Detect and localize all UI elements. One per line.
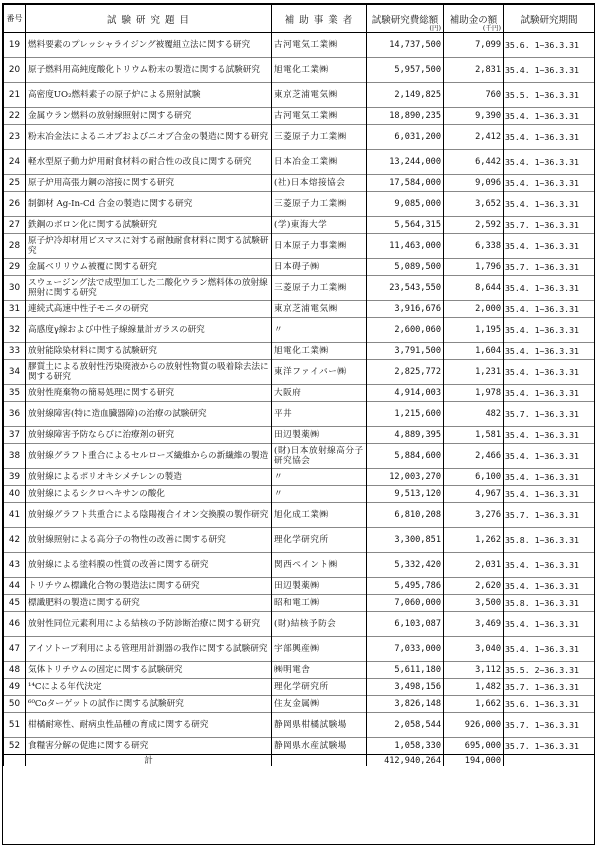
row-number: 21 xyxy=(4,83,26,108)
table-row xyxy=(4,553,595,578)
table-row xyxy=(4,444,595,469)
row-organization: 昭和電工㈱ xyxy=(272,595,367,612)
row-number: 42 xyxy=(4,528,26,553)
row-period: 35.4. 1~36.3.31 xyxy=(504,318,595,343)
row-title: 放射線グラフト重合によるセルローズ繊維からの新繊維の製造 xyxy=(26,444,272,469)
row-subsidy: 3,500 xyxy=(444,595,504,612)
row-title: 原子炉冷却材用ビスマスに対する耐蝕耐食材料に関する試験研究 xyxy=(26,234,272,259)
total-label: 計 xyxy=(26,755,272,767)
row-organization: 東京芝浦電気㈱ xyxy=(272,83,367,108)
row-title: 燃料要素のプレッシャライジング被覆組立法に関する研究 xyxy=(26,33,272,58)
row-period: 35.7. 1~36.3.31 xyxy=(504,217,595,234)
row-total-cost: 5,564,315 xyxy=(367,217,444,234)
row-title: 柑橘耐寒性、耐病虫性品種の育成に関する研究 xyxy=(26,713,272,738)
row-number: 23 xyxy=(4,125,26,150)
row-period: 35.4. 1~36.3.31 xyxy=(504,578,595,595)
row-total-cost: 11,463,000 xyxy=(367,234,444,259)
total-row xyxy=(4,755,595,767)
row-organization: 平井 xyxy=(272,402,367,427)
row-period: 35.4. 1~36.3.31 xyxy=(504,150,595,175)
table-row xyxy=(4,276,595,301)
row-number: 27 xyxy=(4,217,26,234)
row-number: 43 xyxy=(4,553,26,578)
total-cost: 412,940,264 xyxy=(367,755,444,767)
row-organization: 古河電気工業㈱ xyxy=(272,108,367,125)
table-row xyxy=(4,402,595,427)
row-total-cost: 5,957,500 xyxy=(367,58,444,83)
table-row xyxy=(4,469,595,486)
row-period: 35.4. 1~36.3.31 xyxy=(504,276,595,301)
row-title: 放射線照射による高分子の物性の改善に関する研究 xyxy=(26,528,272,553)
row-period: 35.4. 1~36.3.31 xyxy=(504,234,595,259)
row-total-cost: 9,513,120 xyxy=(367,486,444,503)
table-row xyxy=(4,662,595,679)
row-subsidy: 4,967 xyxy=(444,486,504,503)
table-row xyxy=(4,427,595,444)
row-total-cost: 3,498,156 xyxy=(367,679,444,696)
row-organization: 理化学研究所 xyxy=(272,528,367,553)
row-subsidy: 2,592 xyxy=(444,217,504,234)
row-title: 食糧害分解の促進に関する研究 xyxy=(26,738,272,755)
row-subsidy: 1,796 xyxy=(444,259,504,276)
row-total-cost: 18,890,235 xyxy=(367,108,444,125)
table-row xyxy=(4,486,595,503)
header-title: 試 験 研 究 題 目 xyxy=(26,5,272,33)
row-title: 放射性廃棄物の簡易処理に関する研究 xyxy=(26,385,272,402)
row-period: 35.6. 1~36.3.31 xyxy=(504,696,595,713)
row-total-cost: 6,810,208 xyxy=(367,503,444,528)
row-organization: 旭電化工業㈱ xyxy=(272,58,367,83)
row-number: 44 xyxy=(4,578,26,595)
table-row xyxy=(4,360,595,385)
row-subsidy: 2,620 xyxy=(444,578,504,595)
header-cost xyxy=(367,5,444,33)
row-organization: 理化学研究所 xyxy=(272,679,367,696)
row-organization: 静岡県水産試験場 xyxy=(272,738,367,755)
row-total-cost: 3,826,148 xyxy=(367,696,444,713)
row-total-cost: 1,058,330 xyxy=(367,738,444,755)
row-number: 39 xyxy=(4,469,26,486)
row-number: 29 xyxy=(4,259,26,276)
row-title: 気体トリチウムの固定に関する試験研究 xyxy=(26,662,272,679)
row-period: 35.4. 1~36.3.31 xyxy=(504,427,595,444)
row-number: 48 xyxy=(4,662,26,679)
header-org: 補 助 事 業 者 xyxy=(272,5,367,33)
row-number: 50 xyxy=(4,696,26,713)
row-organization: ㈱明電舎 xyxy=(272,662,367,679)
row-title: 軽水型原子動力炉用耐食材料の耐合性の改良に関する研究 xyxy=(26,150,272,175)
row-subsidy: 3,040 xyxy=(444,637,504,662)
row-title: 粉末冶金法によるニオブおよびニオブ合金の製造に関する研究 xyxy=(26,125,272,150)
row-organization: (財)日本放射線高分子研究協会 xyxy=(272,444,367,469)
table-body xyxy=(4,33,595,755)
table-row xyxy=(4,679,595,696)
research-table xyxy=(3,4,595,766)
row-subsidy: 926,000 xyxy=(444,713,504,738)
table-row xyxy=(4,192,595,217)
row-number: 37 xyxy=(4,427,26,444)
table-header xyxy=(4,5,595,33)
table-row xyxy=(4,150,595,175)
row-total-cost: 7,033,000 xyxy=(367,637,444,662)
row-period: 35.5. 2~36.3.31 xyxy=(504,662,595,679)
table-row xyxy=(4,217,595,234)
row-organization: 三菱原子力工業㈱ xyxy=(272,125,367,150)
row-total-cost: 5,495,786 xyxy=(367,578,444,595)
row-total-cost: 5,884,600 xyxy=(367,444,444,469)
table-row xyxy=(4,503,595,528)
row-total-cost: 13,244,000 xyxy=(367,150,444,175)
table-row xyxy=(4,175,595,192)
row-title: 放射線障害予防ならびに治療剤の研究 xyxy=(26,427,272,444)
row-organization: 日本碍子㈱ xyxy=(272,259,367,276)
row-number: 49 xyxy=(4,679,26,696)
row-total-cost: 1,215,600 xyxy=(367,402,444,427)
row-subsidy: 482 xyxy=(444,402,504,427)
row-period: 35.7. 1~36.3.31 xyxy=(504,713,595,738)
table-row xyxy=(4,108,595,125)
row-period: 35.4. 1~36.3.31 xyxy=(504,444,595,469)
row-total-cost: 23,543,550 xyxy=(367,276,444,301)
row-subsidy: 3,276 xyxy=(444,503,504,528)
row-title: 放射線による塗料膜の性質の改善に関する研究 xyxy=(26,553,272,578)
row-title: 放射線によるポリオキシメチレンの製造 xyxy=(26,469,272,486)
row-organization: 〃 xyxy=(272,318,367,343)
table-row xyxy=(4,612,595,637)
row-total-cost: 14,737,500 xyxy=(367,33,444,58)
row-number: 32 xyxy=(4,318,26,343)
row-title: 標識肥料の製造に関する研究 xyxy=(26,595,272,612)
row-period: 35.7. 1~36.3.31 xyxy=(504,402,595,427)
table-row xyxy=(4,738,595,755)
research-table-sheet xyxy=(2,3,595,845)
row-subsidy: 1,978 xyxy=(444,385,504,402)
row-title: スウェージング法で成型加工した二酸化ウラン燃料体の放射線照射に関する研究 xyxy=(26,276,272,301)
row-organization: 田辺製薬㈱ xyxy=(272,427,367,444)
row-subsidy: 2,466 xyxy=(444,444,504,469)
row-organization: 住友金属㈱ xyxy=(272,696,367,713)
row-total-cost: 4,914,003 xyxy=(367,385,444,402)
row-period: 35.7. 1~36.3.31 xyxy=(504,259,595,276)
row-number: 31 xyxy=(4,301,26,318)
row-total-cost: 3,300,851 xyxy=(367,528,444,553)
row-number: 47 xyxy=(4,637,26,662)
row-organization: 大阪府 xyxy=(272,385,367,402)
row-subsidy: 2,000 xyxy=(444,301,504,318)
row-period: 35.4. 1~36.3.31 xyxy=(504,192,595,217)
row-number: 22 xyxy=(4,108,26,125)
row-total-cost: 2,149,825 xyxy=(367,83,444,108)
row-period: 35.4. 1~36.3.31 xyxy=(504,125,595,150)
row-organization: (財)結核予防会 xyxy=(272,612,367,637)
table-row xyxy=(4,343,595,360)
row-title: 原子炉用高張力鋼の溶接に関する研究 xyxy=(26,175,272,192)
row-period: 35.4. 1~36.3.31 xyxy=(504,486,595,503)
table-row xyxy=(4,318,595,343)
row-period: 35.4. 1~36.3.31 xyxy=(504,175,595,192)
row-title: 放射線障害(特に造血臓器障)の治療の試験研究 xyxy=(26,402,272,427)
row-organization: 旭化成工業㈱ xyxy=(272,503,367,528)
row-subsidy: 3,469 xyxy=(444,612,504,637)
row-number: 52 xyxy=(4,738,26,755)
row-subsidy: 6,338 xyxy=(444,234,504,259)
row-title: 放射能除染材料に関する試験研究 xyxy=(26,343,272,360)
row-period: 35.7. 1~36.3.31 xyxy=(504,503,595,528)
row-subsidy: 9,096 xyxy=(444,175,504,192)
table-row xyxy=(4,125,595,150)
row-title: 連続式高速中性子モニタの研究 xyxy=(26,301,272,318)
row-title: 金属ウラン燃料の放射線照射に関する研究 xyxy=(26,108,272,125)
row-period: 35.7. 1~36.3.31 xyxy=(504,738,595,755)
row-title: 放射線によるシクロヘキサンの酸化 xyxy=(26,486,272,503)
table-row xyxy=(4,83,595,108)
row-number: 41 xyxy=(4,503,26,528)
row-period: 35.8. 1~36.3.31 xyxy=(504,528,595,553)
row-total-cost: 3,916,676 xyxy=(367,301,444,318)
row-period: 35.4. 1~36.3.31 xyxy=(504,553,595,578)
row-subsidy: 1,604 xyxy=(444,343,504,360)
row-organization: 日本冶金工業㈱ xyxy=(272,150,367,175)
row-title: 金属ベリリウム被覆に関する研究 xyxy=(26,259,272,276)
row-period: 35.4. 1~36.3.31 xyxy=(504,385,595,402)
row-subsidy: 9,390 xyxy=(444,108,504,125)
table-row xyxy=(4,713,595,738)
row-total-cost: 17,584,000 xyxy=(367,175,444,192)
row-number: 19 xyxy=(4,33,26,58)
row-organization: 宇部興産㈱ xyxy=(272,637,367,662)
header-cost-unit: (円) xyxy=(429,24,441,32)
row-title: トリチウム標識化合物の製造法に関する研究 xyxy=(26,578,272,595)
row-title: 鉄鋼のボロン化に関する試験研究 xyxy=(26,217,272,234)
row-subsidy: 6,100 xyxy=(444,469,504,486)
row-total-cost: 7,060,000 xyxy=(367,595,444,612)
row-organization: 〃 xyxy=(272,486,367,503)
table-row xyxy=(4,58,595,83)
row-title: ⁶⁰Coターゲットの試作に関する試験研究 xyxy=(26,696,272,713)
row-number: 38 xyxy=(4,444,26,469)
table-row xyxy=(4,301,595,318)
row-title: 高感度γ線および中性子線線量計ガラスの研究 xyxy=(26,318,272,343)
table-row xyxy=(4,696,595,713)
row-period: 35.4. 1~36.3.31 xyxy=(504,469,595,486)
row-period: 35.4. 1~36.3.31 xyxy=(504,58,595,83)
row-title: 原子燃料用高純度酸化トリウム粉末の製造に関する試験研究 xyxy=(26,58,272,83)
row-period: 35.4. 1~36.3.31 xyxy=(504,108,595,125)
row-period: 35.4. 1~36.3.31 xyxy=(504,301,595,318)
row-organization: 田辺製薬㈱ xyxy=(272,578,367,595)
table-row xyxy=(4,385,595,402)
row-total-cost: 12,003,270 xyxy=(367,469,444,486)
row-title: アイソトープ利用による管理用計測器の我作に関する試験研究 xyxy=(26,637,272,662)
row-number: 51 xyxy=(4,713,26,738)
row-total-cost: 2,058,544 xyxy=(367,713,444,738)
table-row xyxy=(4,578,595,595)
total-aid: 194,000 xyxy=(444,755,504,767)
row-total-cost: 3,791,500 xyxy=(367,343,444,360)
row-total-cost: 5,611,180 xyxy=(367,662,444,679)
table-row xyxy=(4,234,595,259)
row-total-cost: 2,600,060 xyxy=(367,318,444,343)
row-period: 35.4. 1~36.3.31 xyxy=(504,612,595,637)
row-subsidy: 2,031 xyxy=(444,553,504,578)
row-subsidy: 1,231 xyxy=(444,360,504,385)
row-number: 25 xyxy=(4,175,26,192)
row-subsidy: 1,195 xyxy=(444,318,504,343)
row-title: 放射線グラフト共重合による陰陽複合イオン交換膜の製作研究 xyxy=(26,503,272,528)
header-cost-label: 試験研究費総額 xyxy=(371,14,439,26)
row-number: 33 xyxy=(4,343,26,360)
row-organization: 〃 xyxy=(272,469,367,486)
row-number: 24 xyxy=(4,150,26,175)
row-number: 35 xyxy=(4,385,26,402)
row-total-cost: 6,103,087 xyxy=(367,612,444,637)
table-row xyxy=(4,637,595,662)
row-title: ¹⁴Cによる年代決定 xyxy=(26,679,272,696)
row-subsidy: 2,831 xyxy=(444,58,504,83)
row-number: 45 xyxy=(4,595,26,612)
row-title: 高密度UO₂燃料素子の原子炉による照射試験 xyxy=(26,83,272,108)
row-organization: (社)日本熔接協会 xyxy=(272,175,367,192)
row-total-cost: 5,332,420 xyxy=(367,553,444,578)
row-number: 30 xyxy=(4,276,26,301)
row-organization: 三菱原子力工業㈱ xyxy=(272,192,367,217)
row-period: 35.8. 1~36.3.31 xyxy=(504,595,595,612)
row-subsidy: 695,000 xyxy=(444,738,504,755)
row-organization: 日本原子力事業㈱ xyxy=(272,234,367,259)
table-row xyxy=(4,33,595,58)
row-total-cost: 5,089,500 xyxy=(367,259,444,276)
table-footer xyxy=(4,755,595,767)
row-organization: 東洋ファイバー㈱ xyxy=(272,360,367,385)
row-subsidy: 3,112 xyxy=(444,662,504,679)
row-total-cost: 9,085,000 xyxy=(367,192,444,217)
table-row xyxy=(4,259,595,276)
header-period: 試験研究期間 xyxy=(504,5,595,33)
row-organization: (学)東海大学 xyxy=(272,217,367,234)
row-total-cost: 2,825,772 xyxy=(367,360,444,385)
row-title: 制御材 Ag-In-Cd 合金の製造に関する研究 xyxy=(26,192,272,217)
row-title: 膠質土による放射性汚染廃液からの放射性物質の吸着除去法に関する研究 xyxy=(26,360,272,385)
row-subsidy: 1,262 xyxy=(444,528,504,553)
row-organization: 静岡県柑橘試験場 xyxy=(272,713,367,738)
row-subsidy: 1,581 xyxy=(444,427,504,444)
table-row xyxy=(4,595,595,612)
header-aid-unit: (千円) xyxy=(482,24,501,32)
row-subsidy: 7,099 xyxy=(444,33,504,58)
row-title: 放射性同位元素利用による結核の予防診断治療に関する研究 xyxy=(26,612,272,637)
row-organization: 関西ペイント㈱ xyxy=(272,553,367,578)
row-subsidy: 1,662 xyxy=(444,696,504,713)
row-subsidy: 1,482 xyxy=(444,679,504,696)
row-organization: 旭電化工業㈱ xyxy=(272,343,367,360)
row-subsidy: 6,442 xyxy=(444,150,504,175)
row-total-cost: 4,889,395 xyxy=(367,427,444,444)
row-number: 46 xyxy=(4,612,26,637)
row-number: 26 xyxy=(4,192,26,217)
row-number: 20 xyxy=(4,58,26,83)
row-period: 35.6. 1~36.3.31 xyxy=(504,33,595,58)
row-number: 34 xyxy=(4,360,26,385)
row-subsidy: 3,652 xyxy=(444,192,504,217)
table-row xyxy=(4,528,595,553)
row-number: 36 xyxy=(4,402,26,427)
row-number: 28 xyxy=(4,234,26,259)
row-organization: 三菱原子力工業㈱ xyxy=(272,276,367,301)
row-total-cost: 6,031,200 xyxy=(367,125,444,150)
row-subsidy: 2,412 xyxy=(444,125,504,150)
row-period: 35.4. 1~36.3.31 xyxy=(504,637,595,662)
row-subsidy: 760 xyxy=(444,83,504,108)
row-subsidy: 8,644 xyxy=(444,276,504,301)
row-organization: 東京芝浦電気㈱ xyxy=(272,301,367,318)
row-period: 35.4. 1~36.3.31 xyxy=(504,343,595,360)
row-period: 35.4. 1~36.3.31 xyxy=(504,360,595,385)
row-organization: 古河電気工業㈱ xyxy=(272,33,367,58)
row-period: 35.5. 1~36.3.31 xyxy=(504,83,595,108)
header-no: 番号 xyxy=(4,5,26,33)
row-period: 35.7. 1~36.3.31 xyxy=(504,679,595,696)
header-aid xyxy=(444,5,504,33)
row-number: 40 xyxy=(4,486,26,503)
header-aid-label: 補助金の額 xyxy=(449,14,498,26)
